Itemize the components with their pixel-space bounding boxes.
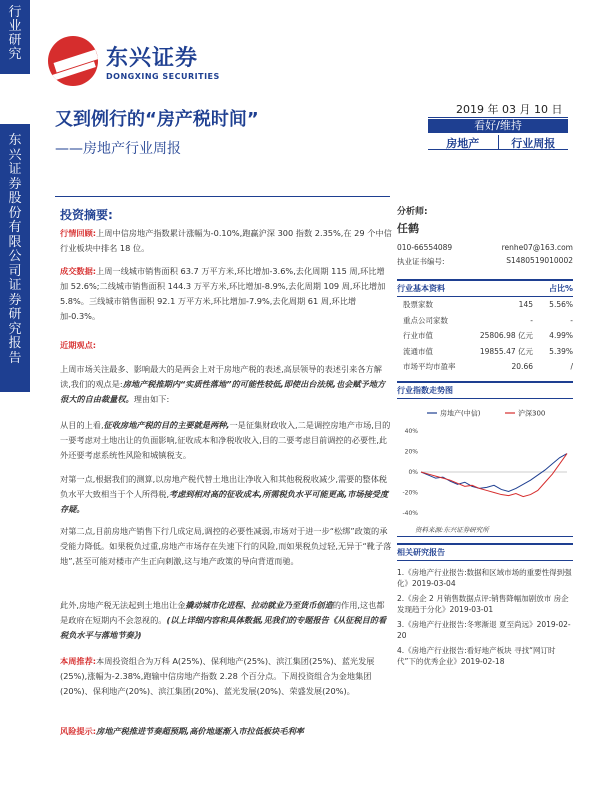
report-date: 2019 年 03 月 10 日 [456, 103, 563, 116]
info-column [397, 204, 573, 671]
stats-table [397, 279, 573, 375]
risk-paragraph: 风险提示:房地产税推进节奏超预期,高价地逐渐入市拉低板块毛利率 [60, 726, 304, 736]
analyst-email[interactable]: renhe07@163.com [501, 243, 573, 252]
list-item[interactable]: 2.《房企 2 月销售数据点评:销售降幅加剧放市 房企发现趋于分化》2019-03-01 [397, 593, 569, 614]
y-tick-label: 40% [404, 427, 418, 435]
y-tick-label: 20% [404, 448, 418, 455]
stats-header: 行业基本资料 占比% [397, 279, 573, 297]
chart-source: 资料来源:东兴证券研究所 [415, 525, 489, 534]
abstract-heading: 投资摘要: [60, 208, 113, 222]
industry-label: 房地产 [428, 135, 499, 150]
chart-header: 行业指数走势图 [397, 381, 573, 399]
report-type-label: 行业周报 [499, 135, 569, 150]
list-item[interactable]: 4.《房地产行业报告:看好地产板块 寻找“网订时代”下的优秀企业》2019-02-18 [397, 645, 556, 666]
cert-label: 执业证书编号: [397, 257, 445, 266]
divider [428, 117, 568, 118]
list-item[interactable]: 3.《房地产行业报告:冬寒渐退 夏至尚远》2019-02-20 [397, 619, 571, 640]
legend-label: 房地产(中信) [440, 409, 481, 417]
transaction-data-paragraph: 成交数据:上周一线城市销售面积 63.7 万平方米,环比增加-3.6%,去化周期 115 周,环比增加 52.6%;二线城市销售面积 144.3 万平方米,环比增加-8.9%,去化周期 109 周,环比增加 5.8%。三线城市销售面积 92.1 万平方米,环比增加-7.9%,去化周期 61 周,环比增加-0.3%。 [60, 266, 386, 321]
table-row: 行业市值 25806.98 亿元 4.99% [403, 331, 573, 340]
table-row: 重点公司家数 - - [403, 315, 573, 325]
cert-number: S1480519010002 [506, 256, 573, 265]
series-line-0 [421, 453, 567, 491]
analyst-name: 任鹤 [397, 222, 419, 235]
sidebar-category: 行业研究 [0, 0, 30, 74]
divider [55, 196, 390, 197]
index-chart-svg [397, 403, 573, 523]
rating-badge: 看好/维持 [428, 119, 568, 133]
index-chart [397, 403, 573, 537]
purpose-paragraph: 从目的上看,征收房地产税的目的主要就是两种,一是征集财政收入,二是调控房地产市场,目的一要考虑对土地出让的负面影响,征收成本和净税收收入,目的二要考虑目前调控的必要性,此外还要考虑系统性风险和城镇税支。 [60, 420, 391, 460]
sidebar [0, 0, 30, 800]
report-title: 又到例行的“房产税时间” [55, 109, 259, 130]
recommendation-paragraph: 本周推荐:本周投资组合为万科 A(25%)、保利地产(25%)、滨江集团(25%)、蓝光发展(25%),涨幅为-2.38%,跑输中信房地产指数 2.28 个百分点。下周投资组合为金地集团(20%)、保利地产(20%)、滨江集团(20%)、蓝光发展(20%)、荣盛发展(20%)。 [60, 656, 375, 696]
logo-en-text: DONGXING SECURITIES [106, 72, 220, 81]
recent-view-label: 近期观点: [60, 340, 97, 350]
table-row: 市场平均市盈率 20.66 / [403, 362, 573, 371]
y-tick-label: -20% [402, 489, 418, 496]
table-row: 股票家数 145 5.56% [403, 300, 573, 309]
report-subtitle: ——房地产行业周报 [55, 141, 181, 157]
list-item[interactable]: 1.《房地产行业报告:数据和区域市场的重要性得到强化》2019-03-04 [397, 567, 572, 588]
y-tick-label: -40% [402, 509, 418, 517]
logo-cn-text: 东兴证券 [106, 46, 199, 71]
company-logo [48, 36, 220, 86]
analyst-phone: 010-66554089 [397, 243, 453, 252]
view-paragraph: 上周市场关注最多、影响最大的是两会上对于房地产税的表述,高层领导的表述引来各方解读,我们的观点是:房地产税推期内“实质性落地”的可能性较低,即使出台法规,也会赋予地方很大的自由裁量权。理由如下: [60, 364, 386, 404]
y-tick-label: 0% [408, 468, 418, 476]
additional-paragraph: 此外,房地产税无法起到土地出让金撬动城市化进程、拉动就业乃至货币创造的作用,这也都是政府在短期内不会忽视的。(以上详细内容和具体数据,见我们的专题报告《从征税目的看税负水平与落地节奏》) [60, 600, 387, 640]
logo-mark-icon [48, 36, 98, 86]
analyst-label: 分析师: [397, 207, 428, 217]
second-point-paragraph: 对第二点,目前房地产销售下行几成定局,调控的必要性减弱,市场对于进一步“松绑”政策的承受能力降低。如果税负过重,房地产市场存在失速下行的风险,而如果税负过轻,无异于“靴子落地”,甚至可能对楼市产生正向刺激,这与地产政策的导向背道而驰。 [60, 526, 392, 566]
table-row: 流通市值 19855.47 亿元 5.39% [403, 346, 573, 356]
first-point-paragraph: 对第一点,根据我们的测算,以房地产税代替土地出让净收入和其他税税收减少,需要的整体税负水平大致相当于个人所得税,考虑到相对高的征收成本,所需税负水平可能更高,市场接受度存疑。 [60, 474, 389, 514]
market-review-paragraph: 行情回顾:上周中信房地产指数累计涨幅为-0.10%,跑赢沪深 300 指数 2.35%,在 29 个中信行业板块中排名 18 位。 [60, 228, 392, 253]
legend-label: 沪深300 [518, 409, 546, 417]
refs-header: 相关研究报告 [397, 543, 573, 561]
series-line-1 [421, 453, 567, 496]
sidebar-company: 东兴证券股份有限公司证券研究报告 [0, 124, 30, 392]
industry-tags [428, 135, 568, 150]
related-reports [397, 543, 573, 667]
